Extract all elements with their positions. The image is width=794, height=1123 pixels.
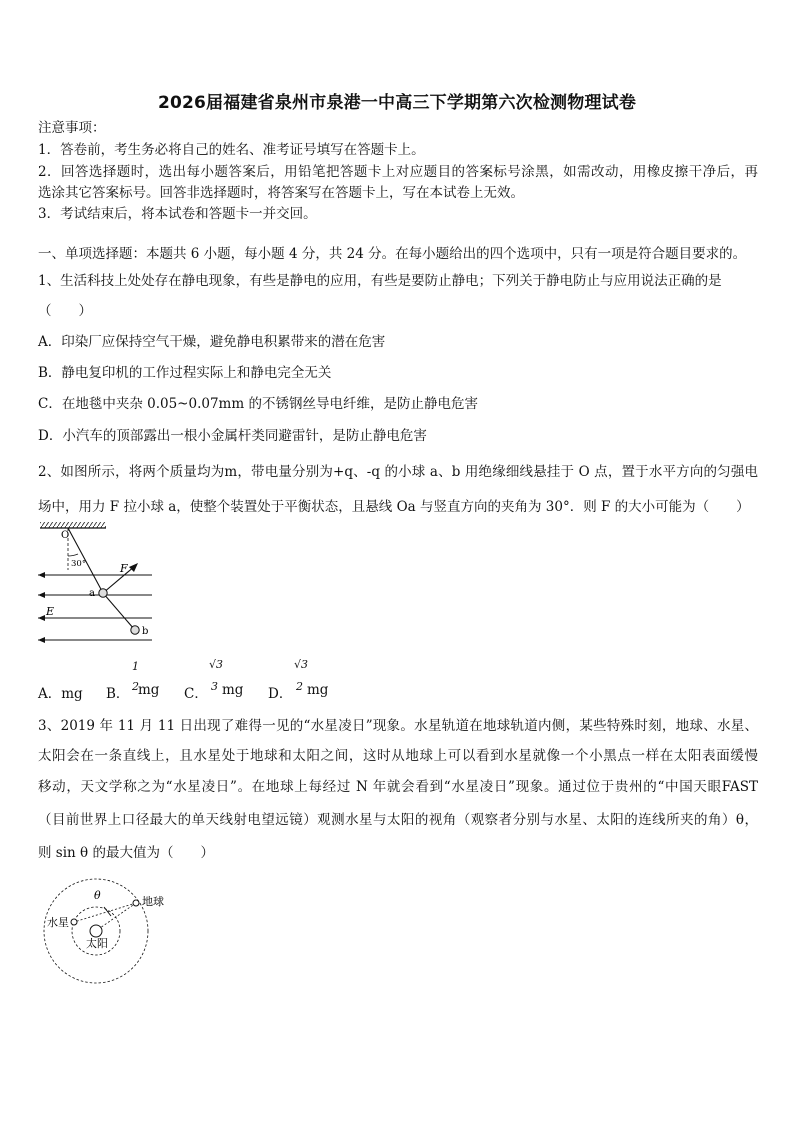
sight-line-mercury <box>74 903 136 922</box>
notice-heading: 注意事项： <box>38 120 106 136</box>
question-3-stem: 3、2019 年 11 月 11 日出现了难得一见的“水星凌日”现象。水星轨道在地球轨道内侧，某些特殊时刻，地球、水星、 <box>38 718 758 734</box>
fraction-denominator: 2 <box>296 680 303 693</box>
question-3-stem-cont: （目前世界上口径最大的单天线射电望远镜）观测水星与太阳的视角（观察者分别与水星、太阳的连线所夹的角）θ， <box>38 812 758 828</box>
label-o: O <box>61 530 70 541</box>
thread-ab <box>103 593 134 629</box>
question-2-option-c-unit: mg <box>222 682 244 698</box>
ball-a <box>99 589 107 597</box>
question-2-option-d-letter: D． <box>268 686 293 702</box>
question-3-figure <box>38 873 178 985</box>
page-title: 2026届福建省泉州市泉港一中高三下学期第六次检测物理试卷 <box>157 93 637 113</box>
earth-dot <box>133 900 139 906</box>
fraction-denominator: 2 <box>132 680 139 693</box>
field-arrow <box>38 592 45 598</box>
field-arrow <box>38 572 45 578</box>
question-2-option-b-unit: mg <box>138 682 160 698</box>
notice-item: 1．答卷前，考生务必将自己的姓名、准考证号填写在答题卡上。 <box>38 142 425 158</box>
question-1-option-c: C．在地毯中夹杂 0.05~0.07mm 的不锈钢丝导电纤维，是防止静电危害 <box>38 396 478 412</box>
sun <box>90 925 102 937</box>
label-sun: 太阳 <box>86 937 108 950</box>
label-earth: 地球 <box>142 895 164 908</box>
field-arrow <box>38 615 45 621</box>
section-heading: 一、单项选择题：本题共 6 小题，每小题 4 分，共 24 分。在每小题给出的四个选项中，只有一项是符合题目要求的。 <box>38 246 747 262</box>
fraction-denominator: 3 <box>211 680 218 693</box>
question-1-blank: （ ） <box>38 303 92 319</box>
question-3-stem-cont: 则 sin θ 的最大值为（ ） <box>38 845 214 861</box>
question-2-option-c-letter: C． <box>184 686 208 702</box>
question-1-option-d: D．小汽车的顶部露出一根小金属杆类同避雷针，是防止静电危害 <box>38 428 427 444</box>
question-2-stem: 2、如图所示，将两个质量均为m，带电量分别为+q、-q 的小球 a、b 用绝缘细线悬挂于 O 点，置于水平方向的匀强电 <box>38 464 758 480</box>
question-3-stem-cont: 太阳会在一条直线上，且水星处于地球和太阳之间，这时从地球上可以看到水星就像一个小黑点一样在太阳表面缓慢 <box>38 748 758 764</box>
fraction-numerator: √3 <box>294 658 309 671</box>
force-f-arrow <box>103 566 135 593</box>
question-2-stem-cont: 场中，用力 F 拉小球 a，使整个装置处于平衡状态，且悬线 Oa 与竖直方向的夹角为 30°．则 F 的大小可能为（ ） <box>38 499 750 515</box>
notice-item: 2．回答选择题时，选出每小题答案后，用铅笔把答题卡上对应题目的答案标号涂黑，如需改动，用橡皮擦干净后，再 <box>38 164 758 180</box>
question-2-options <box>38 658 438 706</box>
question-2-option-d-unit: mg <box>307 682 329 698</box>
ball-b <box>131 626 139 634</box>
label-f: F <box>120 562 128 575</box>
ceiling-hatching <box>40 522 106 528</box>
fraction-numerator: 1 <box>132 660 139 673</box>
field-arrow <box>38 637 45 643</box>
mercury-dot <box>71 919 77 925</box>
notice-item: 选涂其它答案标号。回答非选择题时，将答案写在答题卡上，写在本试卷上无效。 <box>38 185 524 201</box>
question-1-stem: 1、生活科技上处处存在静电现象，有些是静电的应用，有些是要防止静电；下列关于静电防止与应用说法正确的是 <box>38 273 722 289</box>
question-2-option-b-letter: B． <box>106 686 130 702</box>
label-angle: 30° <box>71 559 87 569</box>
angle-arc <box>68 554 78 556</box>
label-a: a <box>89 588 95 599</box>
force-f-arrowhead <box>129 563 138 572</box>
label-theta: θ <box>94 889 101 902</box>
label-b: b <box>142 626 149 637</box>
fraction-numerator: √3 <box>209 658 224 671</box>
question-1-option-b: B．静电复印机的工作过程实际上和静电完全无关 <box>38 365 332 381</box>
sight-line-sun <box>100 903 136 928</box>
label-mercury: 水星 <box>47 916 69 929</box>
notice-item: 3．考试结束后，将本试卷和答题卡一并交回。 <box>38 206 317 222</box>
label-e: E <box>46 605 55 618</box>
question-3-stem-cont: 移动，天文学称之为“水星凌日”。在地球上每经过 N 年就会看到“水星凌日”现象。通过位于贵州的“中国天眼FAST <box>38 779 758 795</box>
question-2-option-a: A．mg <box>38 686 83 702</box>
question-1-option-a: A．印染厂应保持空气干燥，避免静电积累带来的潜在危害 <box>38 334 386 350</box>
question-2-figure <box>38 520 168 648</box>
